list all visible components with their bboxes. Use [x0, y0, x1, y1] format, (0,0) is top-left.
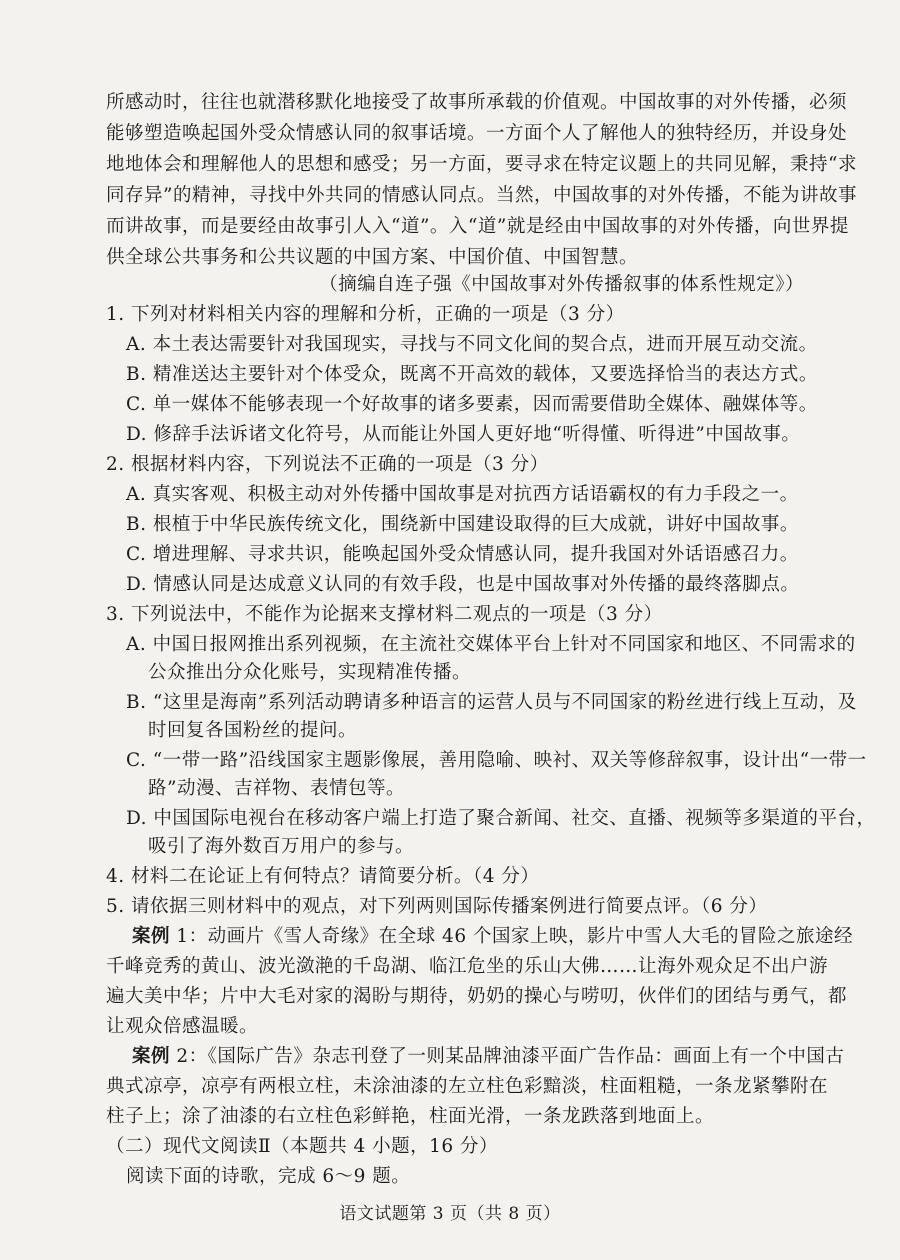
case-1-line: 遍大美中华；片中大毛对家的渴盼与期待，奶奶的操心与唠叨，伙伴们的团结与勇气，都	[106, 986, 848, 1007]
question-1-option-c: C. 单一媒体不能够表现一个好故事的诸多要素，因而需要借助全媒体、融媒体等。	[126, 394, 818, 415]
question-2-option-c: C. 增进理解、寻求共识，能唤起国外受众情感认同，提升我国对外话语感召力。	[126, 544, 799, 565]
passage-line: 供全球公共事务和公共议题的中国方案、中国价值、中国智慧。	[106, 247, 639, 268]
case-1-line: 千峰竞秀的黄山、波光潋滟的千岛湖、临江危坐的乐山大佛……让海外观众足不出户游	[106, 956, 829, 977]
passage-line: 能够塑造唤起国外受众情感认同的叙事话境。一方面个人了解他人的独特经历，并设身处	[106, 123, 848, 144]
question-3-stem: 3. 下列说法中，不能作为论据来支撑材料二观点的一项是（3 分）	[106, 604, 663, 625]
question-1-stem: 1. 下列对材料相关内容的理解和分析，正确的一项是（3 分）	[106, 304, 625, 325]
question-3-option-c-cont: 路”动漫、吉祥物、表情包等。	[148, 778, 405, 799]
case-2-first-line	[132, 1048, 844, 1067]
question-2-option-a: A. 真实客观、积极主动对外传播中国故事是对抗西方话语霸权的有力手段之一。	[126, 484, 799, 505]
question-2-option-b: B. 根植于中华民族传统文化，围绕新中国建设取得的巨大成就，讲好中国故事。	[126, 514, 799, 535]
question-5: 5. 请依据三则材料中的观点，对下列两则国际传播案例进行简要点评。（6 分）	[106, 896, 768, 917]
question-3-option-a: A. 中国日报网推出系列视频，在主流社交媒体平台上针对不同国家和地区、不同需求的	[126, 634, 856, 655]
question-3-option-d-cont: 吸引了海外数百万用户的参与。	[148, 836, 415, 857]
case-2-label: 案例	[132, 1046, 171, 1067]
case-1-first-line	[132, 928, 853, 947]
question-2-option-d: D. 情感认同是达成意义认同的有效手段，也是中国故事对外传播的最终落脚点。	[126, 574, 800, 595]
case-2-text: 2：《国际广告》杂志刊登了一则某品牌油漆平面广告作品：画面上有一个中国古	[170, 1046, 845, 1067]
case-1-text: 1：动画片《雪人奇缘》在全球 46 个国家上映，影片中雪人大毛的冒险之旅途经	[170, 926, 853, 947]
case-2-line: 典式凉亭，凉亭有两根立柱，未涂油漆的左立柱色彩黯淡，柱面粗糙，一条龙紧攀附在	[106, 1076, 829, 1097]
question-4: 4. 材料二在论证上有何特点？请简要分析。（4 分）	[106, 866, 540, 887]
case-2-line: 柱子上；涂了油漆的右立柱色彩鲜艳，柱面光滑，一条龙跌落到地面上。	[106, 1106, 715, 1127]
case-1-label: 案例	[132, 926, 171, 947]
reading-instruction: 阅读下面的诗歌，完成 6～9 题。	[126, 1166, 411, 1187]
question-3-option-b-cont: 时回复各国粉丝的提问。	[148, 720, 358, 741]
question-3-option-b: B. “这里是海南”系列活动聘请多种语言的运营人员与不同国家的粉丝进行线上互动，及	[126, 692, 857, 713]
source-citation: （摘编自连子强《中国故事对外传播叙事的体系性规定》）	[319, 274, 804, 295]
case-1-line: 让观众倍感温暖。	[106, 1016, 259, 1037]
question-3-option-d: D. 中国国际电视台在移动客户端上打造了聚合新闻、社交、直播、视频等多渠道的平台，	[126, 808, 876, 829]
section-heading: （二）现代文阅读Ⅱ（本题共 4 小题，16 分）	[106, 1136, 499, 1157]
question-1-option-a: A. 本土表达需要针对我国现实，寻找与不同文化间的契合点，进而开展互动交流。	[126, 334, 818, 355]
question-3-option-a-cont: 公众推出分众化账号，实现精准传播。	[148, 662, 472, 683]
question-2-stem: 2. 根据材料内容，下列说法不正确的一项是（3 分）	[106, 454, 549, 475]
passage-line: 而讲故事，而是要经由故事引人入“道”。入“道”就是经由中国故事的对外传播，向世界提	[106, 216, 849, 237]
passage-line: 同存异”的精神，寻找中外共同的情感认同点。当然，中国故事的对外传播，不能为讲故事	[106, 185, 857, 206]
passage-line: 地地体会和理解他人的思想和感受；另一方面，要寻求在特定议题上的共同见解，秉持“求	[106, 154, 857, 175]
question-3-option-c: C. “一带一路”沿线国家主题影像展，善用隐喻、映衬、双关等修辞叙事，设计出“一带一	[126, 750, 867, 771]
passage-line: 所感动时，往往也就潜移默化地接受了故事所承载的价值观。中国故事的对外传播，必须	[106, 92, 848, 113]
question-1-option-d: D. 修辞手法诉诸文化符号，从而能让外国人更好地“听得懂、听得进”中国故事。	[126, 424, 801, 445]
page-footer: 语文试题第 3 页（共 8 页）	[339, 1204, 561, 1224]
question-1-option-b: B. 精准送达主要针对个体受众，既离不开高效的载体，又要选择恰当的表达方式。	[126, 364, 818, 385]
